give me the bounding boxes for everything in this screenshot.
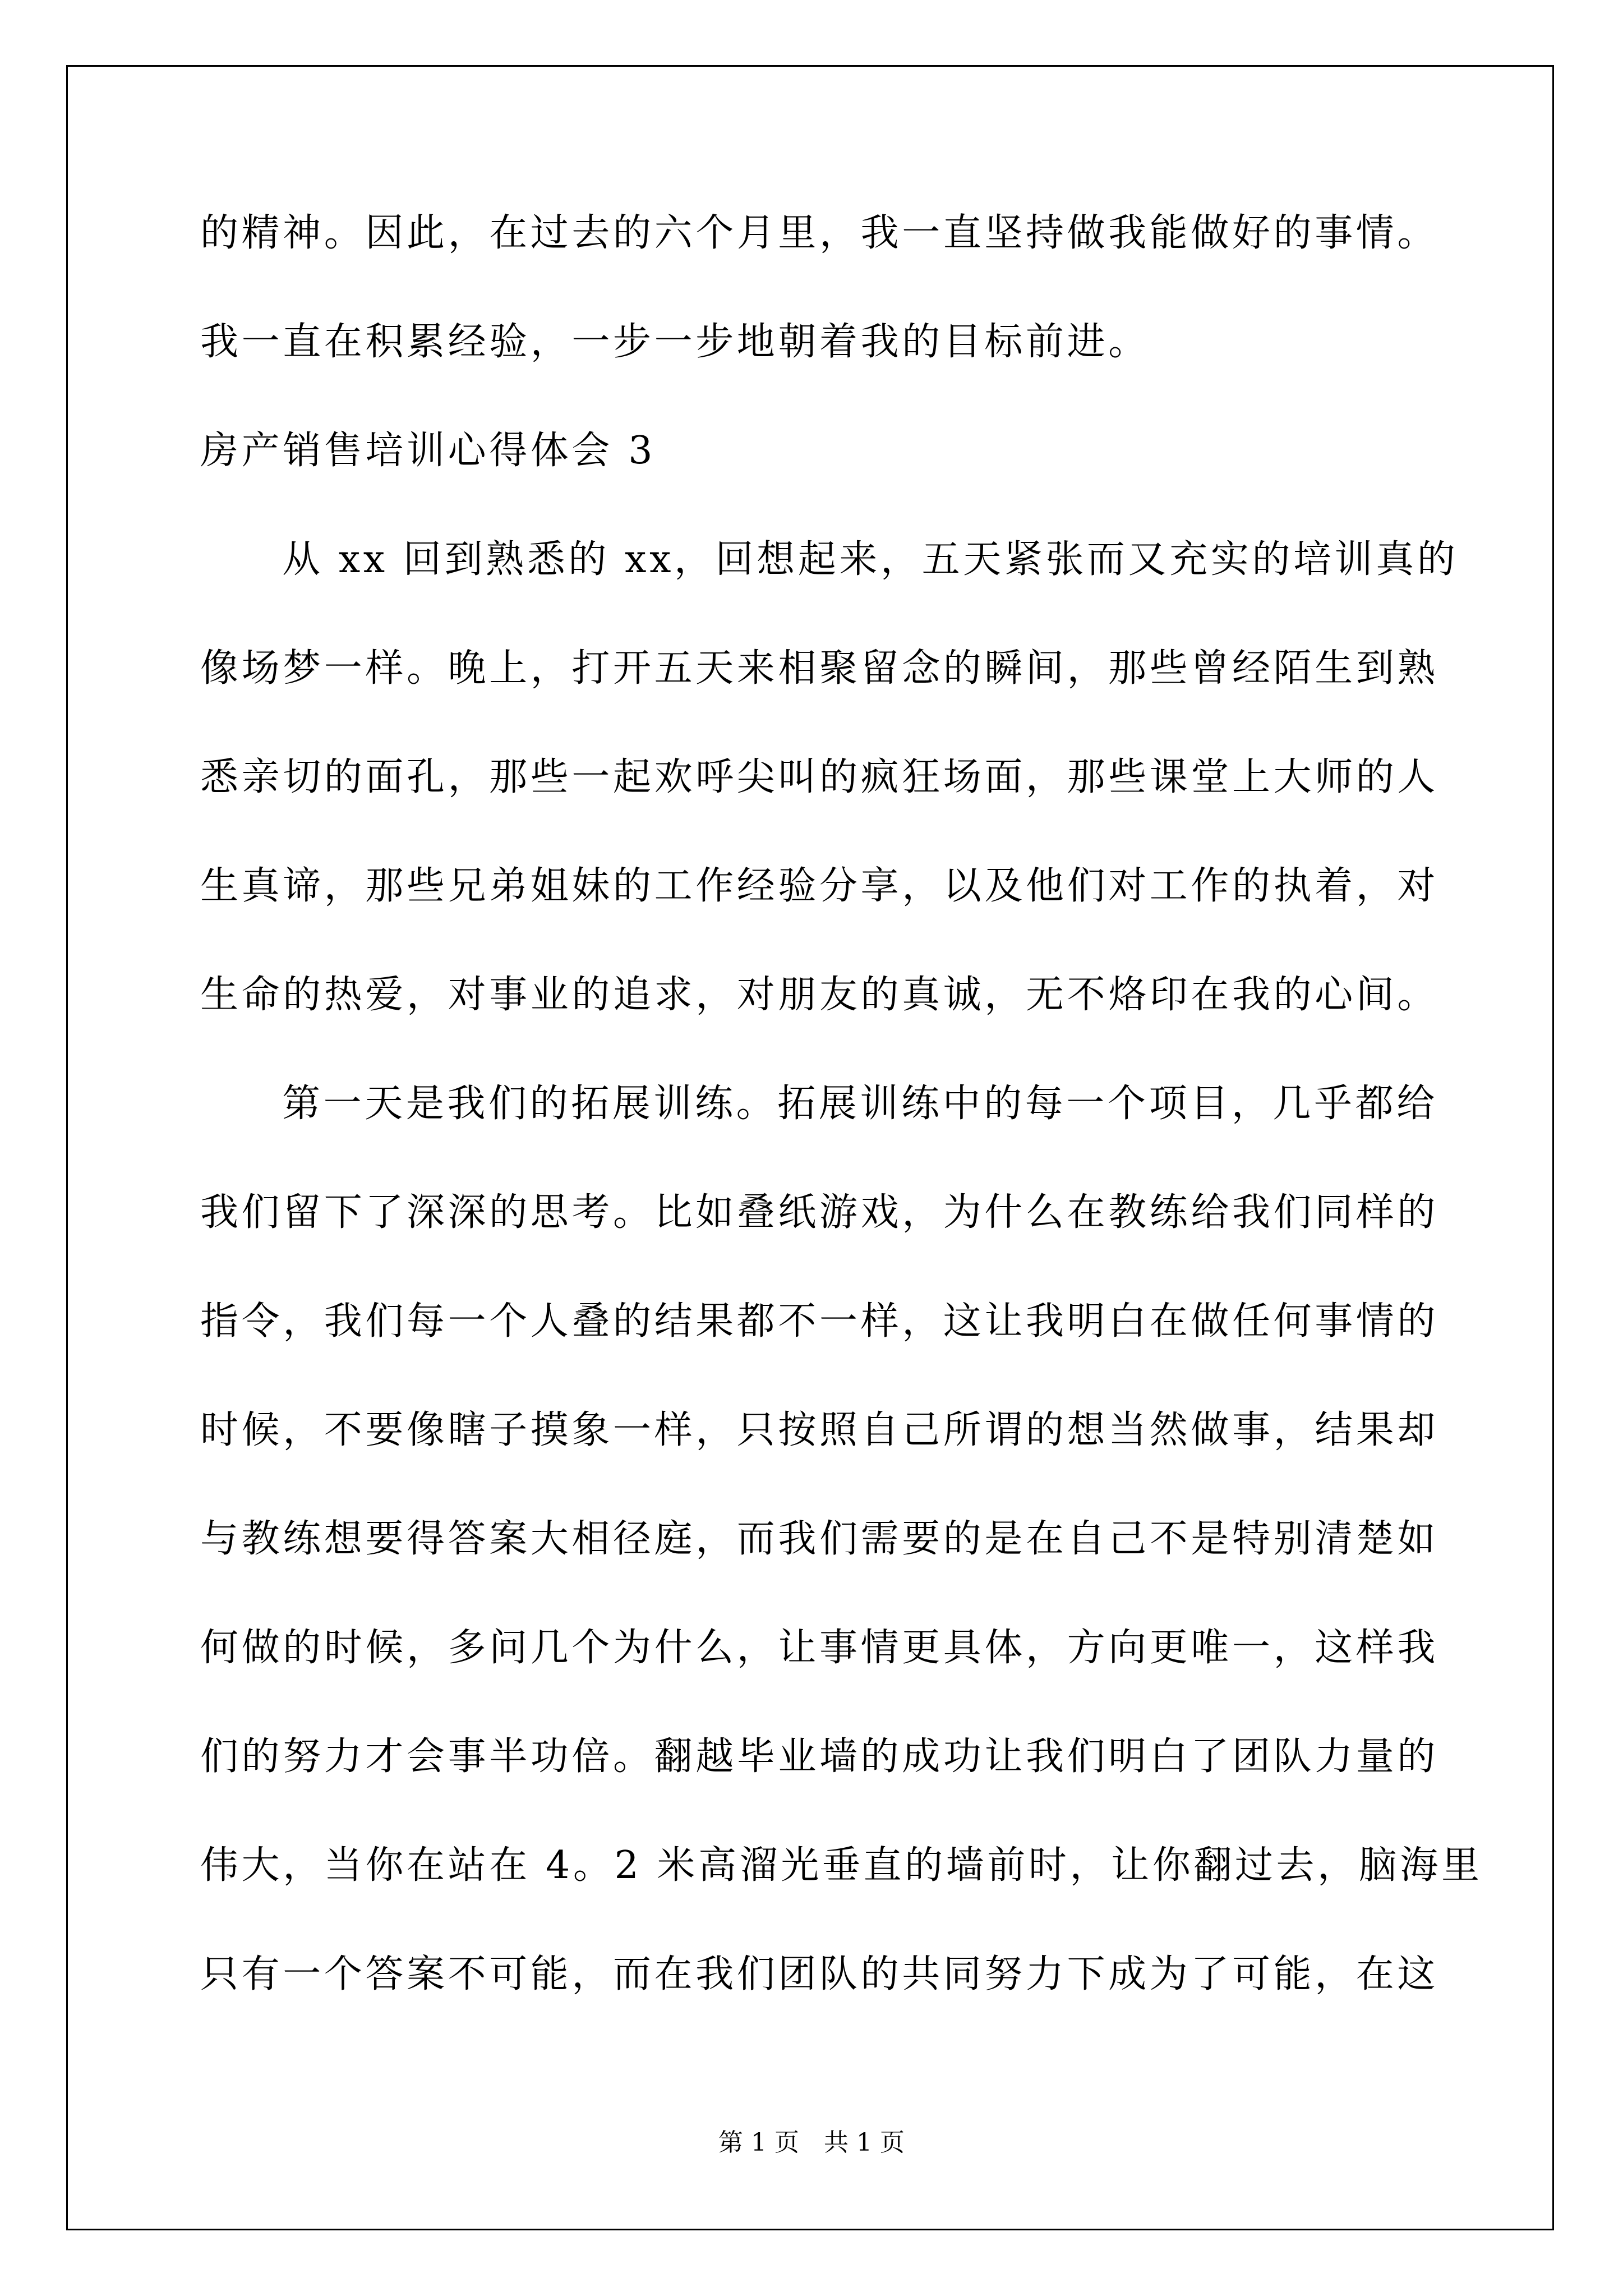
body-line: 何做的时候，多问几个为什么，让事情更具体，方向更唯一，这样我 [200,1626,1439,1670]
body-line: 只有一个答案不可能，而在我们团队的共同努力下成为了可能，在这 [200,1952,1439,1996]
paragraph-first-line: 从 xx 回到熟悉的 xx，回想起来，五天紧张而又充实的培训真的 [282,537,1459,582]
body-line: 伟大，当你在站在 4。2 米高溜光垂直的墙前时，让你翻过去，脑海里 [200,1843,1483,1888]
body-line: 指令，我们每一个人叠的结果都不一样，这让我明白在做任何事情的 [200,1299,1439,1343]
body-line: 像场梦一样。晚上，打开五天来相聚留念的瞬间，那些曾经陌生到熟 [200,646,1439,691]
page-border [66,65,1554,2230]
body-line: 生真谛，那些兄弟姐妹的工作经验分享，以及他们对工作的执着，对 [200,864,1439,908]
body-line: 生命的热爱，对事业的追求，对朋友的真诚，无不烙印在我的心间。 [200,973,1439,1017]
section-heading: 房产销售培训心得体会 3 [200,429,656,473]
body-line: 我们留下了深深的思考。比如叠纸游戏，为什么在教练给我们同样的 [200,1190,1439,1235]
body-line: 与教练想要得答案大相径庭，而我们需要的是在自己不是特别清楚如 [200,1517,1439,1561]
body-line: 们的努力才会事半功倍。翻越毕业墙的成功让我们明白了团队力量的 [200,1734,1439,1779]
body-line: 悉亲切的面孔，那些一起欢呼尖叫的疯狂场面，那些课堂上大师的人 [200,755,1439,799]
paragraph-first-line: 第一天是我们的拓展训练。拓展训练中的每一个项目，几乎都给 [282,1082,1438,1126]
page-number-footer: 第 1 页 共 1 页 [718,2128,905,2157]
body-line: 时候，不要像瞎子摸象一样，只按照自己所谓的想当然做事，结果却 [200,1408,1439,1452]
body-line: 我一直在积累经验，一步一步地朝着我的目标前进。 [200,320,1150,364]
body-line: 的精神。因此，在过去的六个月里，我一直坚持做我能做好的事情。 [200,211,1439,255]
